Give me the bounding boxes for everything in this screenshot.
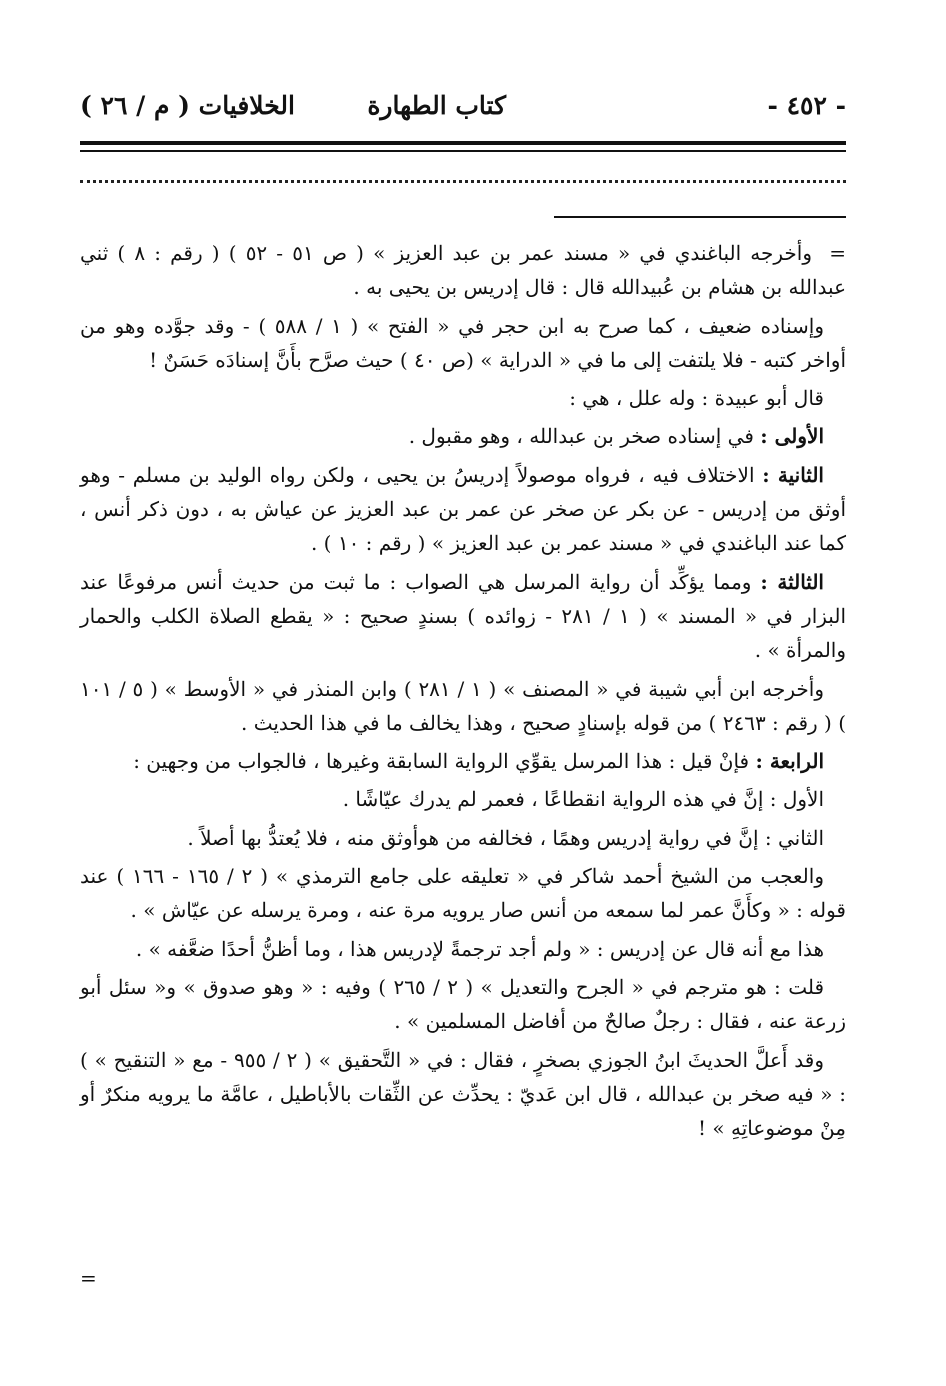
header-rule-thin bbox=[80, 150, 846, 152]
paragraph-3: قال أبو عبيدة : وله علل ، هي : bbox=[569, 386, 824, 411]
paragraph-11: والعجب من الشيخ أحمد شاكر في « تعليقه على جامع الترمذي » ( ٢ / ١٦٥ - ١٦٦ ) عند قوله : « وكأَنَّ عمر لما سمعه من أنس صار يرويه مرة عنه ، ومرة يرسله عن عيّاش » . bbox=[80, 864, 846, 923]
book-title: كتاب الطهارة bbox=[367, 91, 506, 120]
paragraph-14: وقد أَعلَّ الحديثَ ابنُ الجوزي بصخرٍ ، فقال : في « التَّحقيق » ( ٢ / ٩٥٥ - مع « التنقيح » ) : « فيه صخر بن عبدالله ، قال ابن عَديّ : يحدِّث عن الثِّقات بالأباطيل ، عامَّة ما يرويه منكرٌ أو مِنْ موضوعاتِهِ » ! bbox=[80, 1047, 846, 1141]
paragraph-5: الثانية : الاختلاف فيه ، فرواه موصولاً إدريسُ بن يحيى ، ولكن رواه الوليد بن مسلم - وهو أوثق من إدريس - عن بكر عن صخر عن عمر بن عبد العزيز عن عياش به ، دون ذكر أنس ، كما عند الباغندي في « مسند عمر بن عبد العزيز » ( رقم : ١٠ ) . bbox=[80, 462, 846, 556]
continuation-mark: = bbox=[829, 241, 846, 265]
paragraph-6: الثالثة : ومما يؤكِّد أن رواية المرسل هي الصواب : ما ثبت من حديث أنس مرفوعًا عند البزار في « المسند » ( ١ / ٢٨١ - زوائده ) بسندٍ صحيح : « يقطع الصلاة الكلب والحمار والمرأة » . bbox=[80, 569, 846, 663]
paragraph-2: وإسناده ضعيف ، كما صرح به ابن حجر في « الفتح » ( ١ / ٥٨٨ ) - وقد جوَّده وهو من أواخر كتبه - فلا يلتفت إلى ما في « الدراية » (ص ٤٠ ) حيث صرَّح بأَنَّ إسنادَه حَسَنٌ ! bbox=[80, 313, 846, 372]
section-title: الخلافيات ( م / ٢٦ ) bbox=[80, 91, 295, 120]
end-continuation-mark: = bbox=[80, 1266, 97, 1290]
dotted-separator bbox=[80, 180, 846, 203]
paragraph-4: الأولى : في إسناده صخر بن عبدالله ، وهو مقبول . bbox=[408, 424, 824, 449]
footnote-rule bbox=[554, 216, 846, 218]
page-number: - ٤٥٢ - bbox=[767, 91, 846, 120]
footnote-text bbox=[80, 236, 846, 1149]
paragraph-10: الثاني : إنَّ في رواية إدريس وهمًا ، فخالفه من هوأوثق منه ، فلا يُعتدُّ بها أصلاً . bbox=[187, 825, 824, 850]
point-label: الأولى : bbox=[760, 424, 824, 449]
point-label: الثالثة : bbox=[760, 569, 824, 594]
header-rule-thick bbox=[80, 141, 846, 145]
paragraph-1: =وأخرجه الباغندي في « مسند عمر بن عبد العزيز » ( ص ٥١ - ٥٢ ) ( رقم : ٨ ) ثني عبدالله بن هشام بن عُبيدالله قال : قال إدريس بن يحيى به . bbox=[80, 236, 846, 305]
point-label: الثانية : bbox=[762, 462, 824, 487]
point-label: الرابعة : bbox=[755, 749, 824, 774]
paragraph-7: وأخرجه ابن أبي شيبة في « المصنف » ( ١ / ٢٨١ ) وابن المنذر في « الأوسط » ( ٥ / ١٠١ ) ( رقم : ٢٤٦٣ ) من قوله بإسنادٍ صحيح ، وهذا يخالف ما في هذا الحديث . bbox=[80, 676, 846, 735]
paragraph-9: الأول : إنَّ في هذه الرواية انقطاعًا ، فعمر لم يدرك عيّاشًا . bbox=[342, 787, 824, 812]
paragraph-12: هذا مع أنه قال عن إدريس : « ولم أجد ترجمةً لإدريس هذا ، وما أظنُّ أحدًا ضعَّفه » . bbox=[135, 936, 824, 961]
running-header bbox=[80, 86, 846, 126]
paragraph-8: الرابعة : فإنْ قيل : هذا المرسل يقوِّي الرواية السابقة وغيرها ، فالجواب من وجهين : bbox=[133, 749, 824, 774]
paragraph-13: قلت : هو مترجم في « الجرح والتعديل » ( ٢ / ٢٦٥ ) وفيه : « وهو صدوق » و« سئل أبو زرعة عنه ، فقال : رجلٌ صالحٌ من أفاضل المسلمين » . bbox=[80, 974, 846, 1034]
book-page bbox=[80, 0, 846, 1386]
